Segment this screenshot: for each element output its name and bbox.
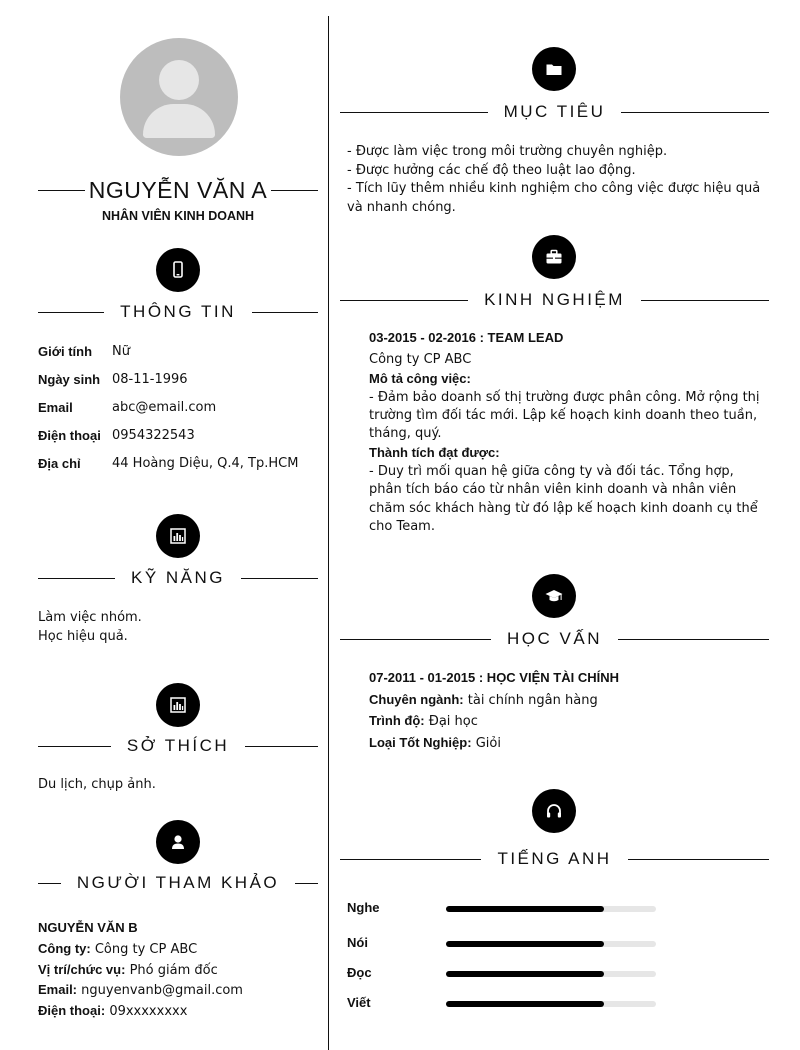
english-skill-label: Nghe [347, 900, 380, 915]
info-value: 44 Hoàng Diệu, Q.4, Tp.HCM [112, 456, 299, 471]
section-header-english [340, 849, 769, 869]
right-column [329, 0, 800, 1050]
info-row-address [38, 454, 323, 482]
info-label: Giới tính [38, 344, 93, 359]
skills-text [38, 609, 318, 646]
experience-desc-label: Mô tả công việc: [369, 370, 471, 386]
section-header-references [38, 873, 318, 893]
personal-info [38, 342, 323, 482]
reference-company: Công ty CP ABC [94, 941, 198, 957]
education-major: tài chính ngân hàng [467, 692, 598, 708]
user-icon [156, 820, 200, 864]
section-title: THÔNG TIN [38, 302, 318, 322]
section-title: HỌC VẤN [340, 629, 769, 649]
info-label: Điện thoại [38, 428, 101, 443]
reference-name: NGUYỄN VĂN B [38, 920, 138, 935]
info-row-gender [38, 342, 323, 370]
info-row-email [38, 398, 323, 426]
avatar-body-icon [143, 104, 215, 138]
reference-position-label: Vị trí/chức vụ: [38, 961, 126, 977]
hobbies-text: Du lịch, chụp ảnh. [38, 777, 156, 792]
english-skill-label: Viết [347, 995, 371, 1010]
info-row-phone [38, 426, 323, 454]
reference-position: Phó giám đốc [129, 962, 218, 978]
education-entry [369, 668, 769, 754]
section-title: MỤC TIÊU [340, 102, 769, 122]
english-skill-label: Nói [347, 935, 368, 950]
objective-text [347, 143, 772, 217]
graduation-cap-icon [532, 574, 576, 618]
info-row-birthday [38, 370, 323, 398]
reference-phone: 09xxxxxxxx [109, 1004, 188, 1020]
skill-bar-fill [446, 971, 604, 977]
full-name: NGUYỄN VĂN A [38, 176, 318, 204]
experience-company: Công ty CP ABC [369, 352, 472, 368]
section-header-hobbies [38, 736, 318, 756]
skill-bar-fill [446, 941, 604, 947]
education-level: Đại học [428, 714, 478, 729]
briefcase-icon [532, 235, 576, 279]
avatar [120, 38, 238, 156]
reference-email: nguyenvanb@gmail.com [81, 983, 243, 999]
reference-block [38, 918, 323, 1022]
skill-bar-fill [446, 1001, 604, 1007]
experience-desc: - Đảm bảo doanh số thị trường được phân công. Mở rộng thị trường tìm đối tác mới. Lập kế hoạch kinh doanh theo tuần, tháng, quý. [369, 389, 760, 442]
info-value: 0954322543 [112, 428, 195, 443]
education-grade: Giỏi [475, 735, 501, 751]
experience-achieve-label: Thành tích đạt được: [369, 444, 500, 460]
education-grade-label: Loại Tốt Nghiệp: [369, 734, 472, 750]
info-value: Nữ [112, 344, 130, 359]
english-skill-speaking [347, 934, 667, 954]
section-title: TIẾNG ANH [340, 849, 769, 869]
skill-bar-track [446, 906, 656, 912]
headphones-icon [532, 789, 576, 833]
reference-phone-label: Điện thoại: [38, 1003, 106, 1019]
english-skill-label: Đọc [347, 965, 372, 980]
job-title: NHÂN VIÊN KINH DOANH [101, 209, 255, 223]
experience-achieve: - Duy trì mối quan hệ giữa công ty và đối tác. Tổng hợp, phân tích báo cáo từ nhân viên kinh doanh và nhân viên chăm sóc khách hàng từ đó lập kế hoạch kinh doanh cụ thể cho Team. [369, 464, 758, 534]
english-skill-writing [347, 994, 667, 1014]
skill-bar-track [446, 971, 656, 977]
info-label: Email [38, 400, 73, 415]
section-header-objective [340, 102, 769, 122]
section-header-education [340, 629, 769, 649]
name-row [38, 176, 318, 206]
skill-bar-track [446, 941, 656, 947]
skill-item: Làm việc nhóm. [38, 610, 142, 625]
skill-item: Học hiệu quả. [38, 628, 128, 644]
info-value: abc@email.com [112, 400, 217, 415]
info-label: Địa chỉ [38, 456, 81, 471]
section-header-skills [38, 568, 318, 588]
objective-item: - Tích lũy thêm nhiều kinh nghiệm cho công việc được hiệu quả và nhanh chóng. [347, 181, 761, 215]
reference-email-label: Email: [38, 982, 78, 998]
education-title: 07-2011 - 01-2015 : HỌC VIỆN TÀI CHÍNH [369, 670, 619, 685]
folder-icon [532, 47, 576, 91]
section-header-info [38, 302, 318, 322]
section-title: NGƯỜI THAM KHẢO [38, 873, 318, 893]
english-skill-reading [347, 964, 667, 984]
info-value: 08-11-1996 [112, 372, 188, 387]
section-header-experience [340, 290, 769, 310]
bar-chart-icon [156, 683, 200, 727]
skill-bar-fill [446, 906, 604, 912]
experience-entry [369, 329, 769, 536]
education-major-label: Chuyên ngành: [369, 691, 464, 707]
reference-company-label: Công ty: [38, 940, 91, 956]
section-title: KINH NGHIỆM [340, 290, 769, 310]
bar-chart-icon [156, 514, 200, 558]
english-skill-listening [347, 899, 667, 919]
section-title: SỞ THÍCH [38, 736, 318, 756]
education-level-label: Trình độ: [369, 713, 425, 728]
experience-title: 03-2015 - 02-2016 : TEAM LEAD [369, 330, 564, 345]
objective-item: - Được hưởng các chế độ theo luật lao động. [347, 162, 636, 178]
info-label: Ngày sinh [38, 372, 101, 387]
skill-bar-track [446, 1001, 656, 1007]
left-column [0, 0, 328, 1050]
objective-item: - Được làm việc trong môi trường chuyên nghiệp. [347, 144, 668, 159]
section-title: KỸ NĂNG [38, 568, 318, 588]
phone-icon [156, 248, 200, 292]
avatar-head-icon [159, 60, 199, 100]
